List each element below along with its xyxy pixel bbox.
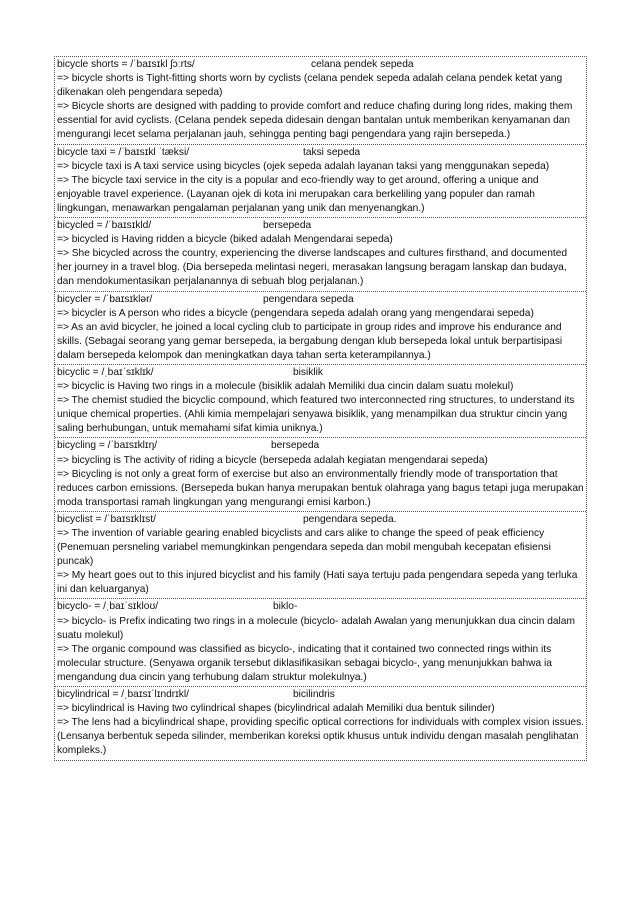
entry-translation: bersepeda [271, 440, 320, 452]
entry-term: bicycle shorts = /ˈbaɪsɪkl ʃɔːrts/ [57, 59, 195, 70]
entry-header [57, 600, 584, 614]
entry-header [57, 146, 584, 160]
entry-term: bicycling = /ˈbaɪsɪklɪŋ/ [57, 440, 158, 452]
entry-example: => The invention of variable gearing enabled bicyclists and cars alike to change the speed of peak efficiency (Penemuan persneling variabel memungkinkan pengendara sepeda dan mobil mengubah kecepatan efisiensi puncak) [57, 528, 551, 568]
entry-example: => The bicycle taxi service in the city is a popular and eco-friendly way to get around, offering a unique and enjoyable travel experience. (Layanan ojek di kota ini merupakan cara berkeliling yang populer dan ramah lingkungan, menawarkan pengalaman perjalanan yang unik dan menyenangkan.) [57, 174, 539, 214]
entry-header [57, 439, 584, 453]
entry-translation: pengendara sepeda. [303, 513, 397, 525]
entry-definition: => bicycle shorts is Tight-fitting shorts worn by cyclists (celana pendek sepeda adalah celana pendek ketat yang dikenakan oleh pengendara sepeda) [57, 73, 563, 99]
dictionary-entry [55, 364, 586, 437]
entry-translation: celana pendek sepeda [311, 59, 414, 70]
entry-header [57, 366, 584, 380]
entry-example: => My heart goes out to this injured bicyclist and his family (Hati saya tertuju pada pengendara sepeda yang terluka ini dan keluarganya) [57, 570, 578, 596]
entry-header [57, 688, 584, 702]
entry-definition: => bicycle taxi is A taxi service using bicycles (ojek sepeda adalah layanan taksi yang menggunakan sepeda) [57, 160, 550, 172]
entry-definition: => bicycler is A person who rides a bicycle (pengendara sepeda adalah orang yang mengendarai sepeda) [57, 307, 534, 319]
entry-example: => Bicycling is not only a great form of exercise but also an environmentally friendly mode of transportation that reduces carbon emissions. (Bersepeda bukan hanya merupakan bentuk olahraga yang bagus tetapi juga merupakan moda transportasi ramah lingkungan yang mengurangi emisi karbon.) [57, 468, 584, 508]
dictionary-entry [55, 291, 586, 364]
entry-definition: => bicycled is Having ridden a bicycle (biked adalah Mengendarai sepeda) [57, 234, 393, 246]
entry-translation: biklo- [273, 601, 298, 613]
entry-example: => The organic compound was classified as bicyclo-, indicating that it contained two connected rings within its molecular structure. (Senyawa organik tersebut diklasifikasikan sebagai bicyclo-, yang menunjukkan bahwa ia mengandung dua cincin yang terhubung dalam struktur molekulnya.) [57, 643, 552, 683]
entry-example: => She bicycled across the country, experiencing the diverse landscapes and cultures firsthand, and documented her journey in a travel blog. (Dia bersepeda melintasi negeri, merasakan langsung beragam lanskap dan budaya, dan mendokumentasikan perjalanannya di sebuah blog perjalanan.) [57, 248, 568, 288]
entry-translation: bersepeda [263, 220, 312, 232]
dictionary-entry [55, 511, 586, 599]
entry-example: => The lens had a bicylindrical shape, providing specific optical corrections for individuals with complex vision issues. (Lensanya berbentuk sepeda silinder, memberikan koreksi optik khusus untuk individu dengan masalah penglihatan kompleks.) [57, 717, 584, 757]
entry-definition: => bicycling is The activity of riding a bicycle (bersepeda adalah kegiatan mengendarai sepeda) [57, 454, 488, 466]
entry-term: bicyclo- = /ˌbaɪˈsɪkloʊ/ [57, 601, 159, 613]
dictionary-entries [54, 56, 587, 761]
entry-header [57, 219, 584, 233]
dictionary-entry [55, 144, 586, 217]
entry-translation: bicilindris [293, 689, 335, 701]
dictionary-entry [55, 57, 586, 144]
entry-translation: pengendara sepeda [263, 293, 354, 305]
entry-header [57, 513, 584, 527]
entry-term: bicyclic = /ˌbaɪˈsɪklɪk/ [57, 366, 154, 378]
entry-term: bicylindrical = /ˌbaɪsɪˈlɪndrɪkl/ [57, 689, 189, 701]
entry-term: bicycle taxi = /ˈbaɪsɪkl ˈtæksi/ [57, 146, 190, 158]
entry-definition: => bicylindrical is Having two cylindrical shapes (bicylindrical adalah Memiliki dua bentuk silinder) [57, 703, 495, 715]
entry-example: => The chemist studied the bicyclic compound, which featured two interconnected ring structures, to understand its unique chemical properties. (Ahli kimia mempelajari senyawa bisiklik, yang menampilkan dua struktur cincin yang saling berhubungan, untuk memahami sifat kimia uniknya.) [57, 395, 575, 435]
entry-example: => As an avid bicycler, he joined a local cycling club to participate in group rides and improve his endurance and skills. (Sebagai seorang yang gemar bersepeda, ia bergabung dengan klub bersepeda lokal untuk berpartisipasi dalam bersepeda kelompok dan meningkatkan daya tahan serta keterampilannya.) [57, 321, 563, 361]
entry-definition: => bicyclo- is Prefix indicating two rings in a molecule (bicyclo- adalah Awalan yang menunjukkan dua cincin dalam suatu molekul) [57, 615, 575, 641]
entry-header [57, 58, 584, 72]
entry-translation: bisiklik [293, 366, 324, 378]
entry-term: bicycler = /ˈbaɪsɪklər/ [57, 293, 153, 305]
dictionary-entry [55, 217, 586, 290]
dictionary-entry [55, 598, 586, 686]
entry-translation: taksi sepeda [303, 146, 361, 158]
entry-header [57, 293, 584, 307]
dictionary-entry [55, 437, 586, 510]
entry-term: bicyclist = /ˈbaɪsɪklɪst/ [57, 513, 156, 525]
dictionary-entry [55, 686, 586, 759]
entry-definition: => bicyclic is Having two rings in a molecule (bisiklik adalah Memiliki dua cincin dalam suatu molekul) [57, 381, 514, 393]
entry-term: bicycled = /ˈbaɪsɪkld/ [57, 220, 152, 232]
entry-example: => Bicycle shorts are designed with padding to provide comfort and reduce chafing during long rides, making them essential for avid cyclists. (Celana pendek sepeda didesain dengan bantalan untuk memberikan kenyamanan dan mengurangi lecet selama perjalanan jauh, sehingga penting bagi pengendara yang rajin bersepeda.) [57, 101, 573, 141]
